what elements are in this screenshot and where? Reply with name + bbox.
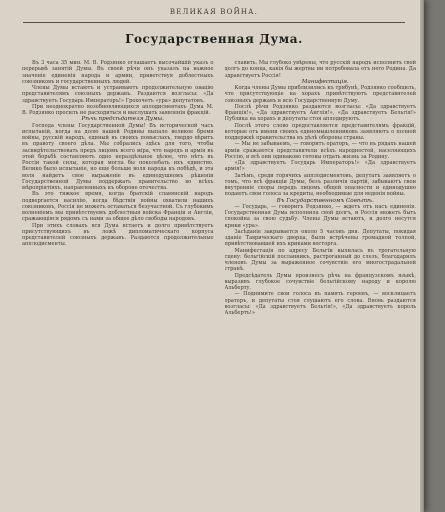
- paragraph: Господа члены Государственной Думы! Въ исторической часъ испытаній, когда на долю нашей Родины выпало великое бремя войны, русскій народъ, единый въ своихъ помыслахъ, твердо вѣритъ въ правоту своего дѣла. Мы собрались здѣсь для того, чтобы засвидѣтельствовать предъ лицомъ всего міра, что народъ и армія въ этой борьбѣ составляютъ одно нераздѣльное цѣлое, что нѣтъ въ Россіи такой силы, которая могла бы поколебать ихъ единство. Велико было испытаніе, но еще больше воля народа къ побѣдѣ, и эта воля найдетъ свое выраженіе въ единодушномъ рѣшеніи Государственной Думы поддержать правительство во всѣхъ мѣропріятіяхъ, направленныхъ къ обороне отечества.: [22, 122, 214, 191]
- paragraph: Предсѣдатель Думы произнесъ рѣчь на французскомъ языкѣ, выразивъ глубокое сочувствіе бельгійскому народу и королю Альберту.: [224, 272, 416, 291]
- paragraph: Засѣданіе закрывается около 5 часовъ дня. Депутаты, покидая зданіе Таврическаго дворца, были встрѣчены громадной толпой, привѣтствовавшей ихъ криками восторга.: [224, 228, 416, 248]
- article-title: Государственная Дума.: [125, 32, 303, 46]
- header-rule: [23, 22, 405, 23]
- paragraph: — Мы не забываемъ, — говоритъ ораторъ, — что въ рядахъ нашей арміи сражаются представители всѣхъ народностей, населяющихъ Россію, и всѣ они одинаково готовы отдать жизнь за Родину.: [224, 141, 416, 160]
- left-column: [22, 60, 214, 512]
- section-heading: Рѣчь предсѣдателя Думы.: [81, 116, 164, 123]
- paragraph: Манифестація по адресу Бельгіи вылилась въ трогательную сцену: бельгійскій посланникъ, растроганный до слезъ, благодарилъ членовъ Думы за выраженное сочувствіе его многострадальной странѣ.: [224, 247, 416, 273]
- section-heading: Въ Государственномъ Совѣтѣ.: [276, 197, 374, 204]
- paragraph: Затѣмъ, среди горячихъ апплодисментовъ, депутатъ заявляетъ о томъ, что всѣ фракціи Думы, безъ различія партій, забываютъ свои внутренніе споры передъ лицомъ общей опасности и единодушно подаютъ свои голоса за кредиты, необходимые для веденія войны.: [224, 172, 416, 198]
- paragraph: При этихъ словахъ вся Дума встаетъ и долго привѣтствуетъ присутствующихъ въ ложѣ дипломатическаго корпуса представителей союзныхъ державъ. Раздаются продолжительные апплодисменты.: [22, 222, 214, 248]
- paragraph: — Государь, — говоритъ Родзянко, — ждетъ отъ насъ единенія. Государственная Дума исполнила свой долгъ, и Россія можетъ быть спокойна за свою судьбу. Члены Думы встаютъ, и долго несутся крики «ура».: [224, 203, 416, 229]
- paragraph: славить. Мы глубоко увѣрены, что русскій народъ исполнитъ свой долгъ до конца, какія бы жертвы ни потребовала отъ него Родина. Да здравствуетъ Россія!: [224, 60, 416, 79]
- paragraph: Въ это тяжкое время, когда братскій славянскій народъ подвергается насилію, когда бѣдствія войны охватили нашихъ союзниковъ, Россія не можетъ оставаться безучастной. Съ глубокимъ волненіемъ мы привѣтствуемъ доблестныя войска Франціи и Англіи, сражающіяся рядомъ съ нами за общее дѣло свободы народовъ.: [22, 191, 214, 223]
- section-heading: Манифестація.: [301, 78, 349, 85]
- article-columns: [22, 60, 416, 512]
- paragraph: Послѣ этого слово предоставляется представителямъ фракцій, которые отъ имени своихъ единомышленниковъ заявляютъ о полной поддержкѣ правительства въ дѣлѣ обороны страны.: [224, 122, 416, 141]
- running-head: ВЕЛИКАЯ ВОЙНА.: [169, 8, 259, 16]
- paragraph: При неоднократно возобновляющихся аплодисментахъ Дума М. В. Родзянко просилъ не расходиться и выслушать заявленія фракцій.: [22, 103, 214, 116]
- paragraph: «Да здравствуетъ Государь Императоръ!» «Да здравствуетъ армія!»: [224, 160, 416, 173]
- paragraph: Члены Думы встаютъ и устраиваютъ продолжительную овацію представителямъ союзныхъ державъ. Раздаются возгласы: «Да здравствуетъ Государь Императоръ!» Грохочетъ «ура» депутатовъ.: [22, 85, 214, 104]
- right-column: [225, 60, 417, 512]
- paragraph: Когда члены Думы приблизились къ трибунѣ, Родзянко сообщилъ, что присутствующіе на хорахъ привѣтствуютъ представителей союзныхъ державъ и всю Государственную Думу.: [224, 85, 416, 104]
- paragraph: Въ 3 часа 35 мин. М. В. Родзянко оглашаетъ высочайшій указъ о перерывѣ занятій Думы. Въ своей рѣчи онъ указалъ на важное значеніе единенія народа и армии, приветствуя доблестныхъ союзниковъ и государственныхъ людей.: [22, 60, 214, 85]
- page-edge: [420, 0, 424, 512]
- paragraph: Послѣ рѣчи Родзянко раздаются возгласы: «Да здравствуетъ Франція!», «Да здравствуетъ Англія!», «Да здравствуетъ Бельгія!» Публика на хорахъ и депутаты стоя аплодируютъ.: [224, 103, 416, 123]
- paragraph: — Поднимите свои голоса въ память героевъ, — восклицаетъ ораторъ, и депутаты стоя слушаютъ его слова. Вновь раздаются возгласы: «Да здравствуетъ Бельгія!», «Да здравствуетъ король Альбертъ!»: [224, 291, 416, 316]
